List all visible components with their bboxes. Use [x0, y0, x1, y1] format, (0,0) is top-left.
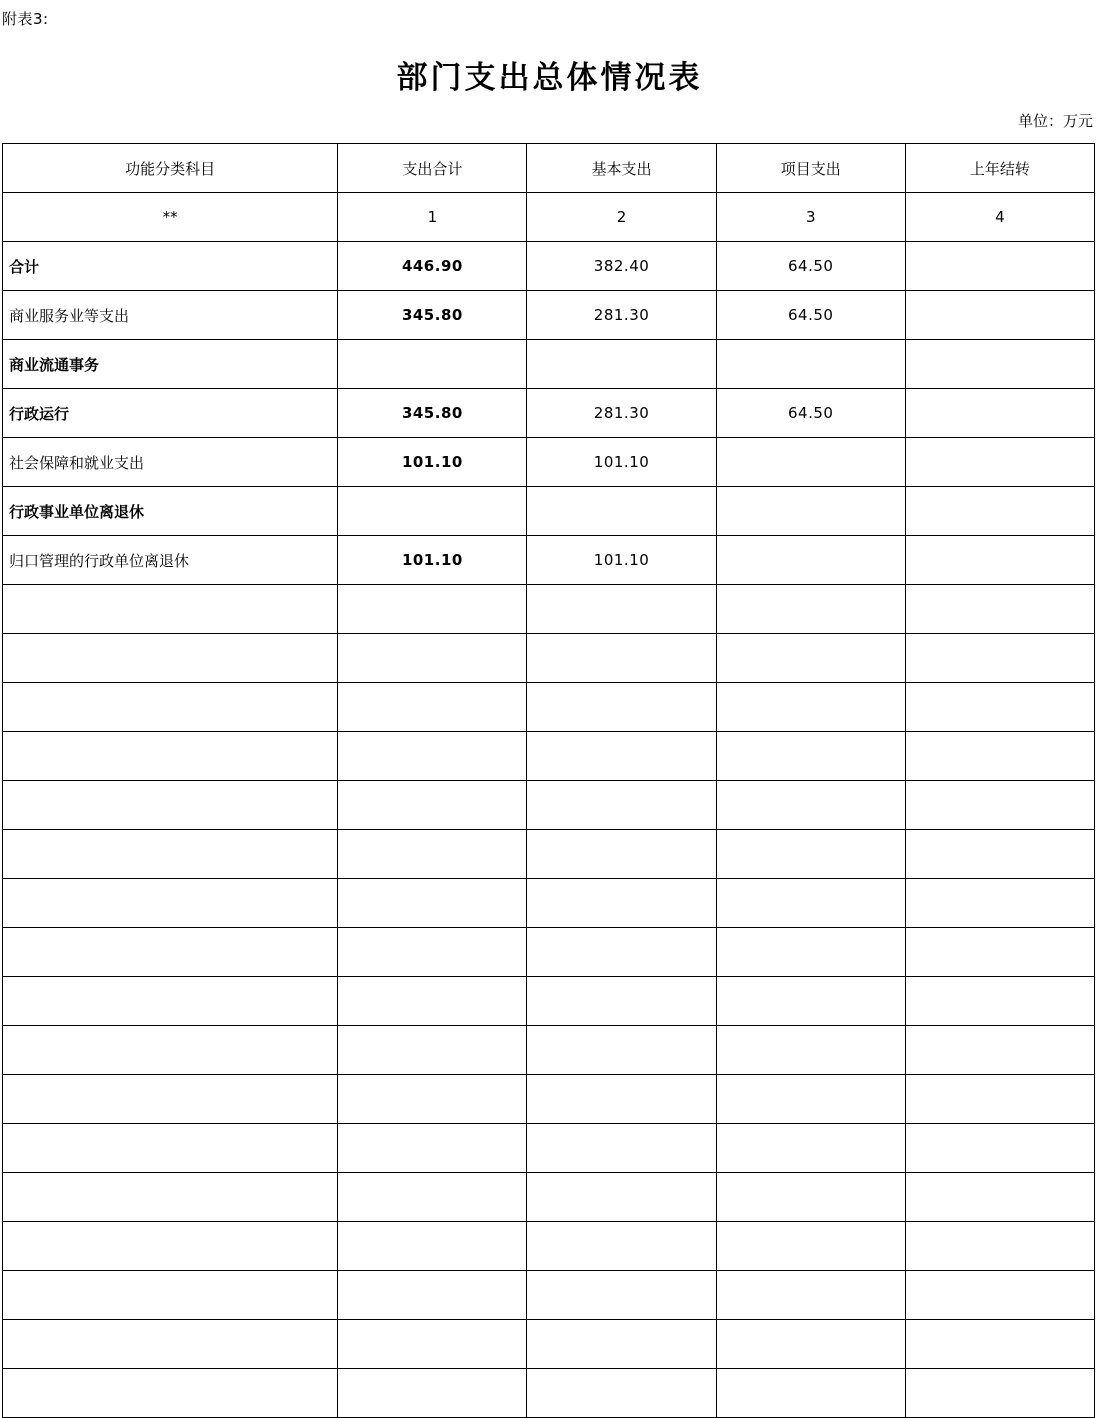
value-cell [338, 928, 527, 977]
value-cell [527, 585, 716, 634]
value-cell [338, 781, 527, 830]
page-title: 部门支出总体情况表 [396, 60, 703, 96]
subject-cell [3, 879, 338, 928]
value-cell: 382.40 [527, 242, 716, 291]
value-cell: 64.50 [716, 291, 905, 340]
value-cell [527, 340, 716, 389]
column-header: 上年结转 [905, 144, 1094, 193]
subject-cell [3, 732, 338, 781]
value-cell [338, 1271, 527, 1320]
value-cell [338, 830, 527, 879]
table-row [3, 683, 1095, 732]
value-cell [716, 487, 905, 536]
value-cell [338, 634, 527, 683]
table-row [3, 340, 1095, 389]
value-cell [905, 1271, 1094, 1320]
table-row [3, 1320, 1095, 1369]
expenditure-table [2, 143, 1095, 1418]
subject-cell [3, 928, 338, 977]
value-cell [905, 928, 1094, 977]
value-cell: 101.10 [527, 536, 716, 585]
value-cell [527, 928, 716, 977]
value-cell [338, 1222, 527, 1271]
subject-cell: 商业服务业等支出 [3, 291, 338, 340]
value-cell [905, 389, 1094, 438]
table-row [3, 585, 1095, 634]
value-cell [905, 1320, 1094, 1369]
value-cell [527, 1271, 716, 1320]
subject-cell [3, 683, 338, 732]
value-cell [905, 1369, 1094, 1418]
value-cell [527, 1075, 716, 1124]
subject-cell [3, 1026, 338, 1075]
value-cell: 446.90 [338, 242, 527, 291]
value-cell [338, 683, 527, 732]
value-cell [527, 781, 716, 830]
table-row [3, 242, 1095, 291]
value-cell: 101.10 [338, 438, 527, 487]
table-row [3, 438, 1095, 487]
value-cell [716, 536, 905, 585]
table-row [3, 781, 1095, 830]
value-cell [716, 1173, 905, 1222]
value-cell [338, 1124, 527, 1173]
value-cell [716, 1271, 905, 1320]
table-row [3, 1075, 1095, 1124]
value-cell [905, 879, 1094, 928]
value-cell [338, 977, 527, 1026]
value-cell [716, 1124, 905, 1173]
value-cell [716, 1026, 905, 1075]
value-cell [527, 732, 716, 781]
value-cell [338, 1075, 527, 1124]
value-cell [716, 1222, 905, 1271]
value-cell: 281.30 [527, 389, 716, 438]
value-cell [716, 340, 905, 389]
subject-cell [3, 1124, 338, 1173]
value-cell [527, 1369, 716, 1418]
value-cell [527, 1026, 716, 1075]
table-row [3, 830, 1095, 879]
value-cell [716, 879, 905, 928]
table-row [3, 1026, 1095, 1075]
value-cell [905, 1124, 1094, 1173]
table-row [3, 536, 1095, 585]
value-cell [905, 683, 1094, 732]
value-cell [527, 879, 716, 928]
value-cell [905, 536, 1094, 585]
column-header: 支出合计 [338, 144, 527, 193]
value-cell [338, 1320, 527, 1369]
value-cell [527, 977, 716, 1026]
value-cell [527, 1173, 716, 1222]
value-cell [716, 928, 905, 977]
table-row [3, 977, 1095, 1026]
value-cell [527, 487, 716, 536]
value-cell [338, 1026, 527, 1075]
value-cell [905, 634, 1094, 683]
value-cell [905, 1222, 1094, 1271]
column-header: 项目支出 [716, 144, 905, 193]
value-cell [716, 781, 905, 830]
value-cell: 101.10 [527, 438, 716, 487]
value-cell [905, 977, 1094, 1026]
value-cell [338, 1173, 527, 1222]
value-cell [716, 1320, 905, 1369]
table-row [3, 1124, 1095, 1173]
value-cell [905, 732, 1094, 781]
value-cell [338, 487, 527, 536]
value-cell [338, 340, 527, 389]
table-row [3, 389, 1095, 438]
value-cell [716, 1369, 905, 1418]
value-cell [716, 977, 905, 1026]
subject-cell [3, 634, 338, 683]
subject-cell [3, 830, 338, 879]
table-row [3, 1173, 1095, 1222]
value-cell [716, 830, 905, 879]
table-row [3, 928, 1095, 977]
table-row [3, 1369, 1095, 1418]
table-row [3, 1271, 1095, 1320]
subject-cell [3, 585, 338, 634]
subject-cell [3, 1271, 338, 1320]
value-cell: 64.50 [716, 389, 905, 438]
value-cell [905, 340, 1094, 389]
column-number: ** [3, 193, 338, 242]
subject-cell: 行政事业单位离退休 [3, 487, 338, 536]
value-cell [905, 1026, 1094, 1075]
attachment-label: 附表3: [2, 10, 49, 28]
value-cell [716, 438, 905, 487]
value-cell [905, 487, 1094, 536]
value-cell [338, 879, 527, 928]
value-cell [527, 1320, 716, 1369]
value-cell [905, 291, 1094, 340]
table-header-row [3, 144, 1095, 193]
value-cell [716, 1075, 905, 1124]
table-row [3, 291, 1095, 340]
value-cell [905, 830, 1094, 879]
value-cell [905, 781, 1094, 830]
value-cell [527, 1222, 716, 1271]
value-cell [527, 1124, 716, 1173]
value-cell [527, 634, 716, 683]
subject-cell: 社会保障和就业支出 [3, 438, 338, 487]
subject-cell: 归口管理的行政单位离退休 [3, 536, 338, 585]
table-row [3, 634, 1095, 683]
value-cell: 345.80 [338, 291, 527, 340]
subject-cell [3, 1222, 338, 1271]
subject-cell [3, 1369, 338, 1418]
table-column-number-row [3, 193, 1095, 242]
column-header: 基本支出 [527, 144, 716, 193]
value-cell: 281.30 [527, 291, 716, 340]
value-cell [716, 683, 905, 732]
value-cell [905, 1075, 1094, 1124]
value-cell [905, 585, 1094, 634]
value-cell [338, 1369, 527, 1418]
value-cell: 345.80 [338, 389, 527, 438]
value-cell: 64.50 [716, 242, 905, 291]
column-number: 2 [527, 193, 716, 242]
value-cell [716, 585, 905, 634]
value-cell [527, 683, 716, 732]
subject-cell [3, 1320, 338, 1369]
value-cell: 101.10 [338, 536, 527, 585]
subject-cell [3, 1075, 338, 1124]
value-cell [716, 634, 905, 683]
unit-label: 单位：万元 [1017, 112, 1093, 130]
value-cell [905, 1173, 1094, 1222]
table-row [3, 487, 1095, 536]
value-cell [716, 732, 905, 781]
subject-cell: 商业流通事务 [3, 340, 338, 389]
value-cell [338, 732, 527, 781]
column-number: 3 [716, 193, 905, 242]
subject-cell: 行政运行 [3, 389, 338, 438]
column-number: 1 [338, 193, 527, 242]
value-cell [905, 438, 1094, 487]
column-header: 功能分类科目 [3, 144, 338, 193]
table-row [3, 879, 1095, 928]
value-cell [905, 242, 1094, 291]
subject-cell [3, 1173, 338, 1222]
subject-cell [3, 781, 338, 830]
subject-cell [3, 977, 338, 1026]
value-cell [527, 830, 716, 879]
table-row [3, 732, 1095, 781]
column-number: 4 [905, 193, 1094, 242]
table-row [3, 1222, 1095, 1271]
value-cell [338, 585, 527, 634]
subject-cell: 合计 [3, 242, 338, 291]
